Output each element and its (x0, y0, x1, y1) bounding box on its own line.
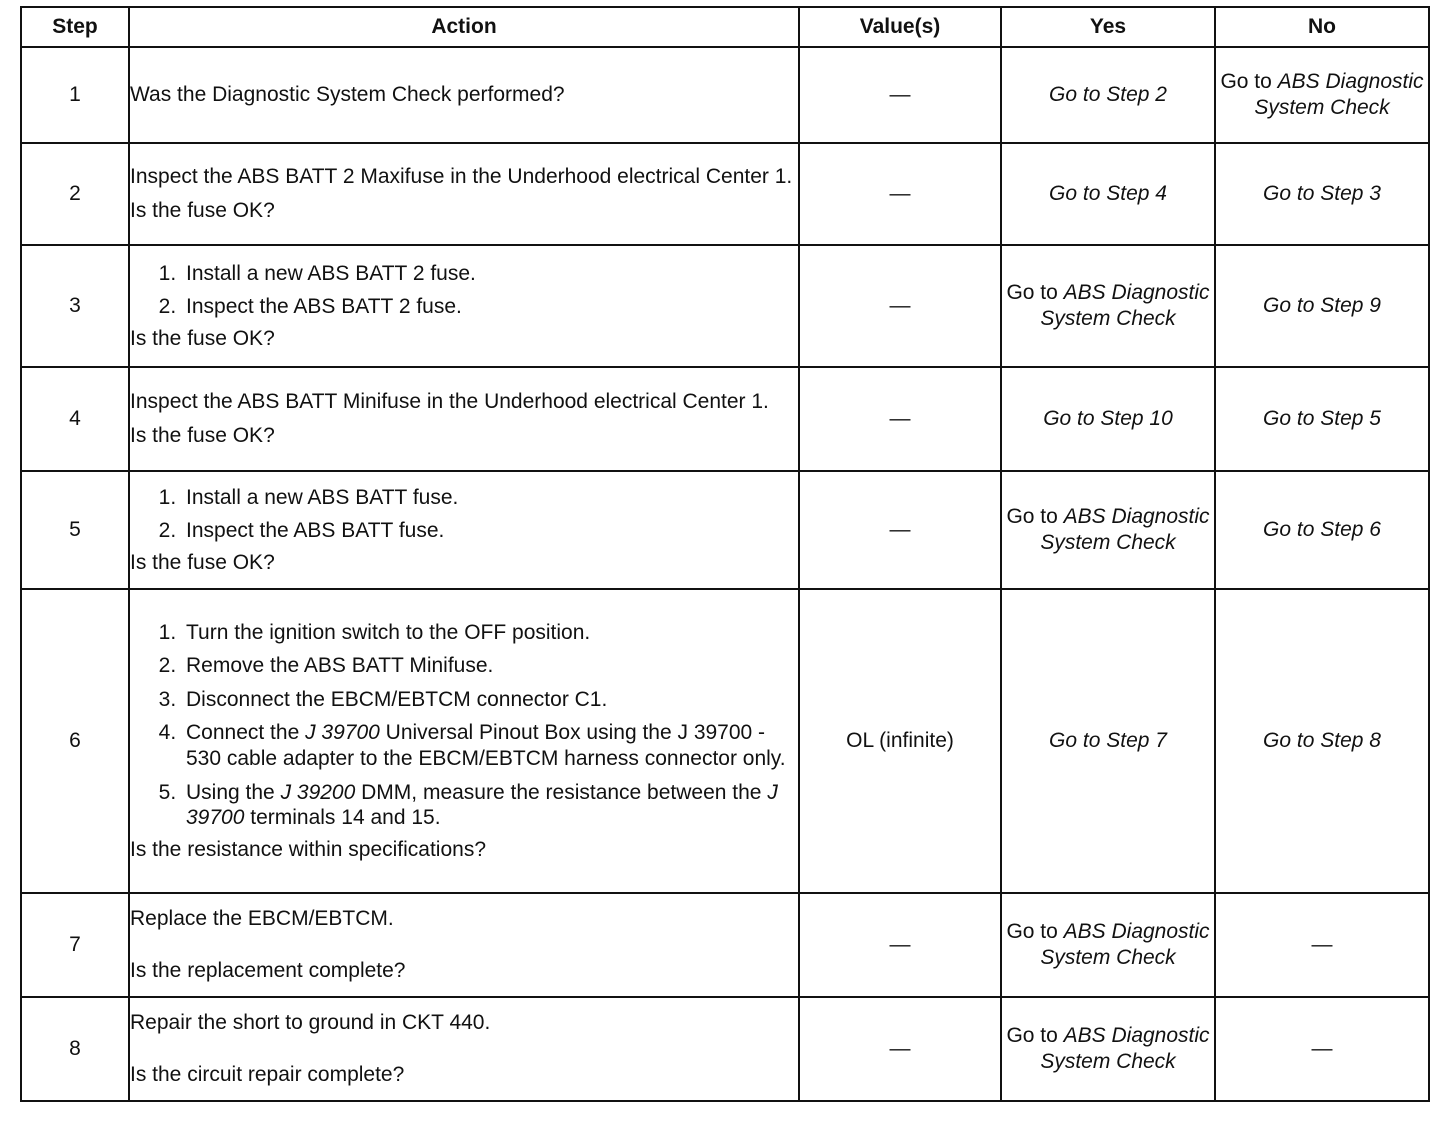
no-cell (1215, 245, 1429, 367)
text-segment: Go to Step 2 (1049, 83, 1167, 107)
table-row (21, 893, 1429, 997)
action-step (182, 653, 798, 679)
text-segment: — (1311, 933, 1333, 957)
yes-cell (1001, 589, 1215, 893)
header-step: Step (21, 7, 129, 47)
action-text: Was the Diagnostic System Check performed? (130, 83, 565, 107)
action-step (182, 294, 798, 320)
action-text: Repair the short to ground in CKT 440. (130, 1011, 491, 1035)
text-segment: Turn the ignition switch to the OFF position. (186, 620, 591, 644)
yes-cell (1001, 47, 1215, 143)
text-segment: Connect the (186, 721, 306, 745)
value-cell: — (799, 471, 1001, 589)
action-step (182, 720, 798, 771)
action-cell (129, 997, 799, 1101)
action-cell (129, 47, 799, 143)
text-segment: J 39700 (186, 780, 778, 830)
text-segment: Go to (1006, 505, 1064, 529)
action-cell (129, 367, 799, 471)
header-no: No (1215, 7, 1429, 47)
action-question: Is the circuit repair complete? (130, 1063, 405, 1086)
yes-cell (1001, 143, 1215, 245)
yes-cell (1001, 245, 1215, 367)
value-cell: — (799, 143, 1001, 245)
text-segment: Install a new ABS BATT 2 fuse. (186, 261, 476, 285)
table-row (21, 367, 1429, 471)
text-segment: Install a new ABS BATT fuse. (186, 485, 459, 509)
step-number: 7 (21, 893, 129, 997)
no-cell (1215, 471, 1429, 589)
spacer (130, 190, 798, 198)
action-step (182, 620, 798, 646)
text-segment: Remove the ABS BATT Minifuse. (186, 654, 494, 678)
text-segment: Inspect the ABS BATT fuse. (186, 519, 445, 543)
table-row (21, 47, 1429, 143)
text-segment: ABS Diagnostic System Check (1040, 1024, 1210, 1073)
text-segment: Go to (1006, 920, 1064, 944)
table-row (21, 997, 1429, 1101)
text-segment: Go to Step 9 (1263, 294, 1381, 318)
text-segment: ABS Diagnostic System Check (1040, 505, 1210, 554)
action-question: Is the resistance within specifications? (130, 837, 487, 861)
action-steps-list (130, 620, 798, 831)
value-cell: OL (infinite) (799, 589, 1001, 893)
text-segment: Go to Step 5 (1263, 407, 1381, 431)
action-cell (129, 589, 799, 893)
text-segment: Go to Step 7 (1049, 729, 1167, 753)
no-cell (1215, 143, 1429, 245)
value-cell: — (799, 997, 1001, 1101)
diagnostic-table (20, 6, 1430, 1102)
step-number: 4 (21, 367, 129, 471)
text-segment: Universal Pinout Box using the J 39700 - 530 cable adapter to the EBCM/EBTCM harness connector only. (186, 721, 786, 770)
header-row (21, 7, 1429, 47)
action-steps-list (130, 261, 798, 320)
no-cell (1215, 47, 1429, 143)
text-segment: Go to Step 4 (1049, 182, 1167, 206)
table-row (21, 471, 1429, 589)
text-segment: J 39200 (280, 780, 356, 804)
value-cell: — (799, 367, 1001, 471)
header-values: Value(s) (799, 7, 1001, 47)
text-segment: — (1311, 1037, 1333, 1061)
yes-cell (1001, 367, 1215, 471)
action-text: Replace the EBCM/EBTCM. (130, 907, 394, 931)
action-text: Inspect the ABS BATT 2 Maxifuse in the Underhood electrical Center 1. (130, 165, 793, 189)
action-question: Is the replacement complete? (130, 959, 406, 982)
text-segment: Go to (1220, 70, 1278, 94)
value-cell: — (799, 245, 1001, 367)
yes-cell (1001, 997, 1215, 1101)
action-step (182, 485, 798, 511)
spacer (130, 932, 798, 958)
step-number: 8 (21, 997, 129, 1101)
text-segment: Disconnect the EBCM/EBTCM connector C1. (186, 687, 608, 711)
action-question: Is the fuse OK? (130, 550, 275, 574)
text-segment: ABS Diagnostic System Check (1040, 920, 1210, 969)
action-cell (129, 143, 799, 245)
value-cell: — (799, 893, 1001, 997)
step-number: 3 (21, 245, 129, 367)
no-cell (1215, 589, 1429, 893)
text-segment: Go to Step 8 (1263, 729, 1381, 753)
text-segment: Go to Step 6 (1263, 518, 1381, 542)
table-row (21, 143, 1429, 245)
text-segment: Go to Step 3 (1263, 182, 1381, 206)
text-segment: ABS Diagnostic System Check (1040, 281, 1210, 330)
action-question: Is the fuse OK? (130, 199, 275, 222)
action-step (182, 261, 798, 287)
no-cell (1215, 893, 1429, 997)
text-segment: ABS Diagnostic System Check (1254, 70, 1424, 119)
action-question: Is the fuse OK? (130, 326, 275, 350)
step-number: 6 (21, 589, 129, 893)
action-cell (129, 245, 799, 367)
no-cell (1215, 997, 1429, 1101)
yes-cell (1001, 471, 1215, 589)
yes-cell (1001, 893, 1215, 997)
value-cell: — (799, 47, 1001, 143)
text-segment: DMM, measure the resistance between the (355, 780, 768, 804)
header-action: Action (129, 7, 799, 47)
step-number: 5 (21, 471, 129, 589)
action-step (182, 687, 798, 713)
no-cell (1215, 367, 1429, 471)
table-row (21, 245, 1429, 367)
action-step (182, 518, 798, 544)
text-segment: Inspect the ABS BATT 2 fuse. (186, 295, 462, 319)
action-cell (129, 471, 799, 589)
action-step (182, 780, 798, 831)
text-segment: terminals 14 and 15. (244, 806, 441, 830)
step-number: 1 (21, 47, 129, 143)
table-row (21, 589, 1429, 893)
header-yes: Yes (1001, 7, 1215, 47)
table-body (21, 47, 1429, 1101)
text-segment: Go to Step 10 (1043, 407, 1173, 431)
step-number: 2 (21, 143, 129, 245)
action-question: Is the fuse OK? (130, 424, 275, 447)
text-segment: Go to (1006, 1024, 1064, 1048)
text-segment: J 39700 (305, 721, 380, 745)
text-segment: Go to (1006, 281, 1064, 305)
spacer (130, 1036, 798, 1062)
action-steps-list (130, 485, 798, 544)
action-text: Inspect the ABS BATT Minifuse in the Underhood electrical Center 1. (130, 390, 769, 414)
action-cell (129, 893, 799, 997)
spacer (130, 415, 798, 423)
text-segment: Using the (186, 780, 281, 804)
